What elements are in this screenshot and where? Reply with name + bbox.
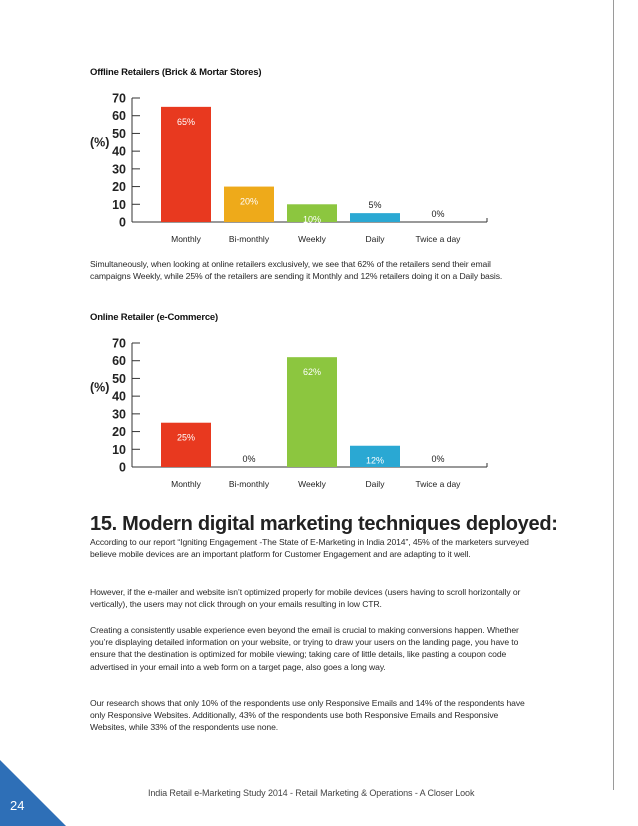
page-number: 24	[10, 798, 25, 813]
online-y-tick-label-50: 50	[112, 371, 126, 386]
online-y-tick-label-70: 70	[112, 336, 126, 351]
offline-category-label-0: Monthly	[171, 234, 201, 244]
offline-value-label-3: 5%	[368, 200, 382, 211]
offline-category-label-4: Twice a day	[415, 234, 461, 244]
online-value-label-4: 0%	[431, 454, 445, 464]
section-paragraph-1: According to our report “Igniting Engagement -The State of E-Marketing in India 2014”, 45% of the marketers surveyed believe mobile devices are an important platform for Customer Engagement and are adapting to it well.	[90, 537, 529, 560]
offline-y-tick-label-50: 50	[112, 126, 126, 141]
footer-text: India Retail e-Marketing Study 2014 - Retail Marketing & Operations - A Closer Look	[148, 788, 475, 798]
offline-category-label-2: Weekly	[298, 234, 326, 244]
offline-value-label-1: 20%	[239, 196, 259, 207]
offline-value-label-2: 10%	[302, 214, 322, 225]
offline-y-tick-label-0: 0	[119, 215, 126, 230]
offline-category-label-1: Bi-monthly	[228, 234, 270, 244]
online-value-label-0: 25%	[176, 432, 196, 443]
offline-y-tick-label-70: 70	[112, 91, 126, 106]
page-corner-triangle	[0, 760, 66, 826]
chart2-title: Online Retailer (e-Commerce)	[90, 312, 218, 323]
offline-y-tick-label-60: 60	[112, 109, 126, 124]
online-y-tick-label-0: 0	[119, 460, 126, 475]
online-y-tick-label-10: 10	[112, 442, 126, 457]
online-y-axis-title: (%)	[90, 380, 110, 395]
section-paragraph-2: However, if the e-mailer and website isn’t optimized properly for mobile devices (users having to scroll horizontally or vertically), the users may not click through on your emails resulting in low CTR.	[90, 587, 521, 610]
online-category-label-2: Weekly	[298, 479, 326, 489]
online-retailers-paragraph: Simultaneously, when looking at online retailers exclusively, we see that 62% of the retailers send their email campaigns Weekly, while 25% of the retailers are sending it Monthly and 12% retailers doing it on a Daily basis.	[90, 259, 503, 282]
offline-y-tick-label-30: 30	[112, 162, 126, 177]
offline-y-tick-label-20: 20	[112, 180, 126, 195]
online-value-label-1: 0%	[242, 454, 256, 464]
offline-value-label-0: 65%	[176, 116, 196, 127]
offline-category-label-3: Daily	[365, 234, 385, 244]
online-category-label-4: Twice a day	[415, 479, 461, 489]
online-category-label-0: Monthly	[171, 479, 201, 489]
offline-value-label-4: 0%	[431, 209, 445, 219]
section-paragraph-3: Creating a consistently usable experience even beyond the email is crucial to making conversions happen. Whether you’re displaying detailed information on your website, or trying to draw your users on the landing page, you have to ensure that the destination is optimized for mobile viewing; taking care of little details, like pasting a coupon code advertised in your email into a web form on a target page, also goes a long way.	[90, 625, 519, 672]
online-category-label-3: Daily	[365, 479, 385, 489]
offline-y-axis-title: (%)	[90, 135, 110, 150]
online-y-tick-label-20: 20	[112, 425, 126, 440]
offline-y-tick-label-10: 10	[112, 197, 126, 212]
section-title: 15. Modern digital marketing techniques deployed:	[90, 513, 558, 535]
offline-y-tick-label-40: 40	[112, 144, 126, 159]
online-y-tick-label-30: 30	[112, 407, 126, 422]
chart1-title: Offline Retailers (Brick & Mortar Stores)	[90, 67, 262, 78]
online-y-tick-label-60: 60	[112, 354, 126, 369]
online-value-label-3: 12%	[365, 455, 385, 466]
online-value-label-2: 62%	[302, 367, 322, 378]
online-category-label-1: Bi-monthly	[228, 479, 270, 489]
online-y-tick-label-40: 40	[112, 389, 126, 404]
section-paragraph-4: Our research shows that only 10% of the respondents use only Responsive Emails and 14% of the respondents have only Responsive Websites. Additionally, 43% of the respondents use both Responsive Emails and Responsive Websites, while 33% of the respondents use none.	[90, 698, 525, 733]
